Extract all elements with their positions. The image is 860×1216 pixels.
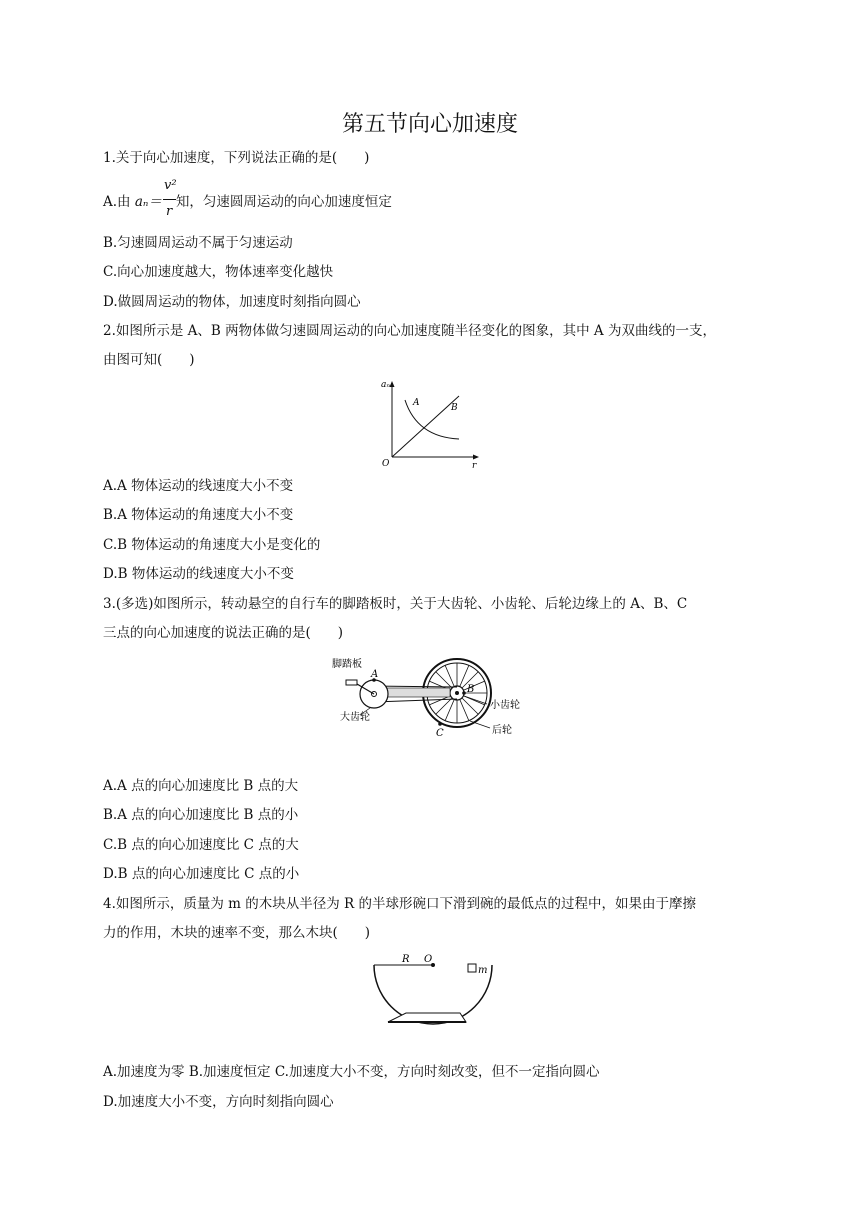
q3-stem-line2: 三点的向心加速度的说法正确的是( ) <box>103 625 344 641</box>
q3-option-c: C.B 点的向心加速度比 C 点的大 <box>103 837 299 853</box>
q2-curve-b-label: B <box>451 403 458 413</box>
q3-small-gear-label: 小齿轮 <box>490 700 520 711</box>
q1-option-b: B.匀速圆周运动不属于匀速运动 <box>103 235 293 251</box>
q2-y-label: aₙ <box>381 380 391 390</box>
q3-option-a: A.A 点的向心加速度比 B 点的大 <box>103 778 299 794</box>
q3-point-b <box>462 691 466 695</box>
q3-option-b: B.A 点的向心加速度比 B 点的小 <box>103 807 299 823</box>
q2-stem-line2: 由图可知( ) <box>103 352 195 368</box>
q2-option-a: A.A 物体运动的线速度大小不变 <box>103 478 294 494</box>
q4-options-abc: A.加速度为零 B.加速度恒定 C.加速度大小不变，方向时刻改变，但不一定指向圆心 <box>103 1064 600 1080</box>
q2-curve-a-label: A <box>413 398 420 408</box>
q3-bicycle-figure <box>330 650 530 745</box>
q2-option-d: D.B 物体运动的线速度大小不变 <box>103 566 294 582</box>
q2-graph <box>375 375 485 470</box>
q2-option-c: C.B 物体运动的角速度大小是变化的 <box>103 537 321 553</box>
q3-pedal <box>346 680 357 685</box>
q3-point-c-label: C <box>436 728 444 739</box>
q4-option-d: D.加速度大小不变，方向时刻指向圆心 <box>103 1094 334 1110</box>
q4-stem-line1: 4.如图所示，质量为 m 的木块从半径为 R 的半球形碗口下滑到碗的最低点的过程中，如果由于摩擦 <box>103 896 697 912</box>
q3-point-b-label: B <box>467 684 475 695</box>
q1-frac-numerator: v² <box>164 178 177 193</box>
q3-hub <box>455 691 459 695</box>
q2-option-b: B.A 物体运动的角速度大小不变 <box>103 507 294 523</box>
q3-rear-wheel-leader <box>470 721 490 728</box>
q3-small-gear-leader <box>464 696 487 704</box>
q2-line-b <box>392 396 459 457</box>
q3-point-a-label: A <box>371 669 379 680</box>
q3-stem-line1: 3.(多选)如图所示，转动悬空的自行车的脚踏板时，关于大齿轮、小齿轮、后轮边缘上的 A、B、C <box>103 596 688 612</box>
q3-big-gear-label: 大齿轮 <box>340 712 370 723</box>
q4-mass-label: m <box>478 965 488 976</box>
q2-origin-label: O <box>382 459 390 469</box>
q2-x-axis-arrow <box>473 455 479 460</box>
q2-x-label: r <box>472 461 477 470</box>
q2-y-axis-arrow <box>390 381 395 387</box>
q3-point-c <box>438 722 442 726</box>
q1-fraction-bar <box>163 199 176 200</box>
q1-option-d: D.做圆周运动的物体，加速度时刻指向圆心 <box>103 294 361 310</box>
q4-stem-line2: 力的作用，木块的速率不变，那么木块( ) <box>103 925 371 941</box>
q1-option-a-suffix: 知，匀速圆周运动的向心加速度恒定 <box>175 194 392 210</box>
q2-stem-line1: 2.如图所示是 A、B 两物体做匀速圆周运动的向心加速度随半径变化的图象，其中 A 为双曲线的一支， <box>103 323 716 339</box>
q1-frac-denominator: r <box>166 204 173 219</box>
q3-option-d: D.B 点的向心加速度比 C 点的小 <box>103 866 300 882</box>
q3-frame-bar <box>380 688 450 697</box>
q1-option-c: C.向心加速度越大，物体速率变化越快 <box>103 264 334 280</box>
q1-option-a-prefix: A.由 <box>103 194 135 210</box>
q4-block <box>468 964 476 972</box>
q1-stem: 1.关于向心加速度，下列说法正确的是( ) <box>103 150 370 166</box>
q3-rear-wheel-label: 后轮 <box>492 725 512 736</box>
q1-option-a <box>103 192 392 212</box>
page-title: 第五节向心加速度 <box>341 112 518 137</box>
q3-pedal-label: 脚踏板 <box>332 659 362 670</box>
q4-center-label: O <box>424 954 433 965</box>
q4-radius-label: R <box>402 954 410 965</box>
q4-bowl-figure <box>360 948 500 1028</box>
q1-formula-lhs: aₙ＝ <box>134 194 162 210</box>
